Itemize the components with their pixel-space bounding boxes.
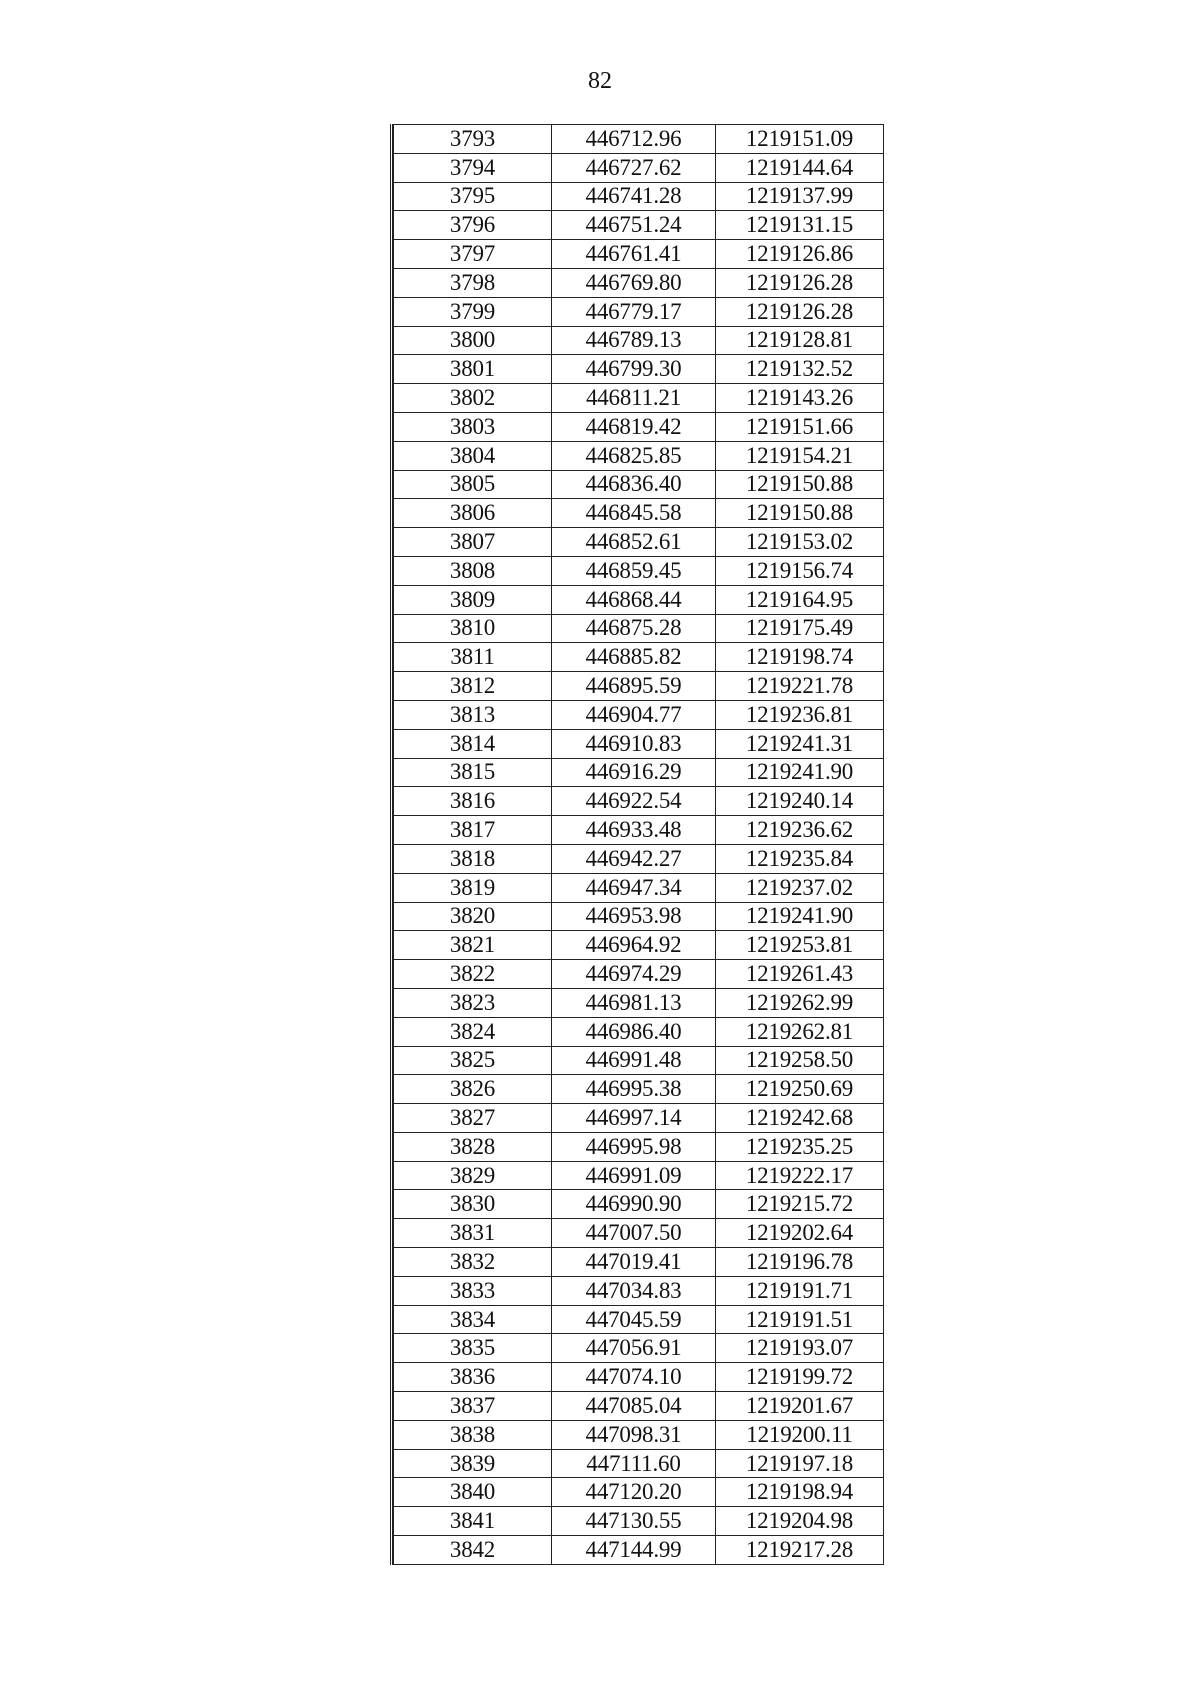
y-coordinate-cell: 1219237.02 xyxy=(716,873,884,902)
table-row xyxy=(394,672,884,701)
point-number-cell: 3799 xyxy=(394,297,552,326)
y-coordinate-cell: 1219262.99 xyxy=(716,988,884,1017)
table-row xyxy=(394,787,884,816)
x-coordinate-cell: 446916.29 xyxy=(552,758,716,787)
table-row xyxy=(394,1334,884,1363)
point-number-cell: 3805 xyxy=(394,470,552,499)
point-number-cell: 3819 xyxy=(394,873,552,902)
x-coordinate-cell: 446741.28 xyxy=(552,182,716,211)
y-coordinate-cell: 1219144.64 xyxy=(716,153,884,182)
point-number-cell: 3840 xyxy=(394,1478,552,1507)
x-coordinate-cell: 446799.30 xyxy=(552,355,716,384)
point-number-cell: 3815 xyxy=(394,758,552,787)
table-row xyxy=(394,643,884,672)
x-coordinate-cell: 446885.82 xyxy=(552,643,716,672)
x-coordinate-cell: 446727.62 xyxy=(552,153,716,182)
y-coordinate-cell: 1219242.68 xyxy=(716,1104,884,1133)
y-coordinate-cell: 1219137.99 xyxy=(716,182,884,211)
y-coordinate-cell: 1219241.90 xyxy=(716,902,884,931)
point-number-cell: 3812 xyxy=(394,672,552,701)
x-coordinate-cell: 447111.60 xyxy=(552,1449,716,1478)
x-coordinate-cell: 446933.48 xyxy=(552,816,716,845)
point-number-cell: 3804 xyxy=(394,441,552,470)
y-coordinate-cell: 1219199.72 xyxy=(716,1363,884,1392)
table-row xyxy=(394,1363,884,1392)
point-number-cell: 3836 xyxy=(394,1363,552,1392)
point-number-cell: 3816 xyxy=(394,787,552,816)
table-row xyxy=(394,1046,884,1075)
table-row xyxy=(394,528,884,557)
table-row xyxy=(394,1017,884,1046)
table-row xyxy=(394,700,884,729)
y-coordinate-cell: 1219253.81 xyxy=(716,931,884,960)
point-number-cell: 3831 xyxy=(394,1219,552,1248)
point-number-cell: 3810 xyxy=(394,614,552,643)
x-coordinate-cell: 447034.83 xyxy=(552,1276,716,1305)
coordinate-table-container xyxy=(390,124,883,1565)
y-coordinate-cell: 1219151.66 xyxy=(716,412,884,441)
table-row xyxy=(394,240,884,269)
point-number-cell: 3839 xyxy=(394,1449,552,1478)
y-coordinate-cell: 1219164.95 xyxy=(716,585,884,614)
point-number-cell: 3834 xyxy=(394,1305,552,1334)
point-number-cell: 3793 xyxy=(394,125,552,154)
y-coordinate-cell: 1219175.49 xyxy=(716,614,884,643)
table-row xyxy=(394,1248,884,1277)
x-coordinate-cell: 446779.17 xyxy=(552,297,716,326)
table-row xyxy=(394,1161,884,1190)
table-row xyxy=(394,1305,884,1334)
y-coordinate-cell: 1219191.51 xyxy=(716,1305,884,1334)
y-coordinate-cell: 1219241.90 xyxy=(716,758,884,787)
point-number-cell: 3822 xyxy=(394,960,552,989)
y-coordinate-cell: 1219198.74 xyxy=(716,643,884,672)
point-number-cell: 3842 xyxy=(394,1536,552,1565)
table-row xyxy=(394,499,884,528)
y-coordinate-cell: 1219196.78 xyxy=(716,1248,884,1277)
x-coordinate-cell: 446995.38 xyxy=(552,1075,716,1104)
x-coordinate-cell: 446991.09 xyxy=(552,1161,716,1190)
x-coordinate-cell: 446789.13 xyxy=(552,326,716,355)
y-coordinate-cell: 1219128.81 xyxy=(716,326,884,355)
y-coordinate-cell: 1219150.88 xyxy=(716,499,884,528)
point-number-cell: 3798 xyxy=(394,268,552,297)
y-coordinate-cell: 1219204.98 xyxy=(716,1507,884,1536)
y-coordinate-cell: 1219126.28 xyxy=(716,297,884,326)
y-coordinate-cell: 1219198.94 xyxy=(716,1478,884,1507)
x-coordinate-cell: 447074.10 xyxy=(552,1363,716,1392)
point-number-cell: 3808 xyxy=(394,556,552,585)
table-row xyxy=(394,902,884,931)
table-row xyxy=(394,988,884,1017)
table-row xyxy=(394,1478,884,1507)
y-coordinate-cell: 1219217.28 xyxy=(716,1536,884,1565)
table-row xyxy=(394,758,884,787)
x-coordinate-cell: 446875.28 xyxy=(552,614,716,643)
x-coordinate-cell: 446964.92 xyxy=(552,931,716,960)
y-coordinate-cell: 1219156.74 xyxy=(716,556,884,585)
x-coordinate-cell: 446991.48 xyxy=(552,1046,716,1075)
coordinate-table-body xyxy=(394,125,884,1565)
x-coordinate-cell: 446859.45 xyxy=(552,556,716,585)
y-coordinate-cell: 1219215.72 xyxy=(716,1190,884,1219)
point-number-cell: 3820 xyxy=(394,902,552,931)
y-coordinate-cell: 1219200.11 xyxy=(716,1420,884,1449)
y-coordinate-cell: 1219235.84 xyxy=(716,844,884,873)
table-row xyxy=(394,1132,884,1161)
point-number-cell: 3814 xyxy=(394,729,552,758)
table-row xyxy=(394,412,884,441)
point-number-cell: 3829 xyxy=(394,1161,552,1190)
x-coordinate-cell: 446981.13 xyxy=(552,988,716,1017)
x-coordinate-cell: 446910.83 xyxy=(552,729,716,758)
x-coordinate-cell: 446895.59 xyxy=(552,672,716,701)
point-number-cell: 3801 xyxy=(394,355,552,384)
x-coordinate-cell: 446836.40 xyxy=(552,470,716,499)
table-row xyxy=(394,326,884,355)
x-coordinate-cell: 446997.14 xyxy=(552,1104,716,1133)
x-coordinate-cell: 446990.90 xyxy=(552,1190,716,1219)
y-coordinate-cell: 1219143.26 xyxy=(716,384,884,413)
table-row xyxy=(394,816,884,845)
y-coordinate-cell: 1219126.28 xyxy=(716,268,884,297)
x-coordinate-cell: 446751.24 xyxy=(552,211,716,240)
table-row xyxy=(394,182,884,211)
x-coordinate-cell: 446986.40 xyxy=(552,1017,716,1046)
table-row xyxy=(394,268,884,297)
point-number-cell: 3794 xyxy=(394,153,552,182)
point-number-cell: 3837 xyxy=(394,1392,552,1421)
y-coordinate-cell: 1219236.62 xyxy=(716,816,884,845)
point-number-cell: 3824 xyxy=(394,1017,552,1046)
table-row xyxy=(394,1190,884,1219)
table-row xyxy=(394,873,884,902)
table-row xyxy=(394,470,884,499)
y-coordinate-cell: 1219250.69 xyxy=(716,1075,884,1104)
x-coordinate-cell: 447056.91 xyxy=(552,1334,716,1363)
y-coordinate-cell: 1219241.31 xyxy=(716,729,884,758)
point-number-cell: 3841 xyxy=(394,1507,552,1536)
y-coordinate-cell: 1219201.67 xyxy=(716,1392,884,1421)
table-row xyxy=(394,1392,884,1421)
x-coordinate-cell: 446712.96 xyxy=(552,125,716,154)
point-number-cell: 3828 xyxy=(394,1132,552,1161)
point-number-cell: 3833 xyxy=(394,1276,552,1305)
x-coordinate-cell: 446811.21 xyxy=(552,384,716,413)
point-number-cell: 3797 xyxy=(394,240,552,269)
table-row xyxy=(394,960,884,989)
x-coordinate-cell: 446953.98 xyxy=(552,902,716,931)
y-coordinate-cell: 1219240.14 xyxy=(716,787,884,816)
y-coordinate-cell: 1219191.71 xyxy=(716,1276,884,1305)
table-row xyxy=(394,1449,884,1478)
table-row xyxy=(394,153,884,182)
x-coordinate-cell: 446825.85 xyxy=(552,441,716,470)
y-coordinate-cell: 1219197.18 xyxy=(716,1449,884,1478)
point-number-cell: 3809 xyxy=(394,585,552,614)
y-coordinate-cell: 1219193.07 xyxy=(716,1334,884,1363)
table-row xyxy=(394,125,884,154)
x-coordinate-cell: 447045.59 xyxy=(552,1305,716,1334)
table-row xyxy=(394,1276,884,1305)
y-coordinate-cell: 1219258.50 xyxy=(716,1046,884,1075)
table-row xyxy=(394,931,884,960)
x-coordinate-cell: 447085.04 xyxy=(552,1392,716,1421)
x-coordinate-cell: 446974.29 xyxy=(552,960,716,989)
point-number-cell: 3830 xyxy=(394,1190,552,1219)
y-coordinate-cell: 1219221.78 xyxy=(716,672,884,701)
x-coordinate-cell: 447098.31 xyxy=(552,1420,716,1449)
y-coordinate-cell: 1219153.02 xyxy=(716,528,884,557)
x-coordinate-cell: 446947.34 xyxy=(552,873,716,902)
y-coordinate-cell: 1219132.52 xyxy=(716,355,884,384)
table-row xyxy=(394,556,884,585)
y-coordinate-cell: 1219126.86 xyxy=(716,240,884,269)
x-coordinate-cell: 446995.98 xyxy=(552,1132,716,1161)
point-number-cell: 3813 xyxy=(394,700,552,729)
table-row xyxy=(394,211,884,240)
point-number-cell: 3835 xyxy=(394,1334,552,1363)
x-coordinate-cell: 447130.55 xyxy=(552,1507,716,1536)
point-number-cell: 3811 xyxy=(394,643,552,672)
x-coordinate-cell: 446845.58 xyxy=(552,499,716,528)
x-coordinate-cell: 447144.99 xyxy=(552,1536,716,1565)
x-coordinate-cell: 446922.54 xyxy=(552,787,716,816)
table-row xyxy=(394,1420,884,1449)
x-coordinate-cell: 446769.80 xyxy=(552,268,716,297)
table-row xyxy=(394,729,884,758)
table-row xyxy=(394,1507,884,1536)
table-row xyxy=(394,1075,884,1104)
point-number-cell: 3838 xyxy=(394,1420,552,1449)
y-coordinate-cell: 1219150.88 xyxy=(716,470,884,499)
point-number-cell: 3817 xyxy=(394,816,552,845)
x-coordinate-cell: 447007.50 xyxy=(552,1219,716,1248)
table-row xyxy=(394,384,884,413)
point-number-cell: 3803 xyxy=(394,412,552,441)
y-coordinate-cell: 1219131.15 xyxy=(716,211,884,240)
point-number-cell: 3806 xyxy=(394,499,552,528)
y-coordinate-cell: 1219262.81 xyxy=(716,1017,884,1046)
table-row xyxy=(394,1104,884,1133)
y-coordinate-cell: 1219222.17 xyxy=(716,1161,884,1190)
x-coordinate-cell: 447019.41 xyxy=(552,1248,716,1277)
table-row xyxy=(394,844,884,873)
y-coordinate-cell: 1219235.25 xyxy=(716,1132,884,1161)
y-coordinate-cell: 1219154.21 xyxy=(716,441,884,470)
point-number-cell: 3823 xyxy=(394,988,552,1017)
table-row xyxy=(394,355,884,384)
table-row xyxy=(394,297,884,326)
y-coordinate-cell: 1219151.09 xyxy=(716,125,884,154)
point-number-cell: 3832 xyxy=(394,1248,552,1277)
x-coordinate-cell: 446942.27 xyxy=(552,844,716,873)
point-number-cell: 3796 xyxy=(394,211,552,240)
x-coordinate-cell: 446904.77 xyxy=(552,700,716,729)
point-number-cell: 3818 xyxy=(394,844,552,873)
page-number: 82 xyxy=(588,68,612,94)
table-row xyxy=(394,585,884,614)
point-number-cell: 3825 xyxy=(394,1046,552,1075)
y-coordinate-cell: 1219202.64 xyxy=(716,1219,884,1248)
x-coordinate-cell: 446852.61 xyxy=(552,528,716,557)
point-number-cell: 3807 xyxy=(394,528,552,557)
table-row xyxy=(394,614,884,643)
point-number-cell: 3800 xyxy=(394,326,552,355)
x-coordinate-cell: 447120.20 xyxy=(552,1478,716,1507)
y-coordinate-cell: 1219236.81 xyxy=(716,700,884,729)
coordinate-table xyxy=(393,124,884,1565)
table-row xyxy=(394,1536,884,1565)
x-coordinate-cell: 446819.42 xyxy=(552,412,716,441)
point-number-cell: 3827 xyxy=(394,1104,552,1133)
point-number-cell: 3802 xyxy=(394,384,552,413)
point-number-cell: 3795 xyxy=(394,182,552,211)
table-row xyxy=(394,441,884,470)
x-coordinate-cell: 446761.41 xyxy=(552,240,716,269)
x-coordinate-cell: 446868.44 xyxy=(552,585,716,614)
y-coordinate-cell: 1219261.43 xyxy=(716,960,884,989)
point-number-cell: 3821 xyxy=(394,931,552,960)
table-row xyxy=(394,1219,884,1248)
point-number-cell: 3826 xyxy=(394,1075,552,1104)
